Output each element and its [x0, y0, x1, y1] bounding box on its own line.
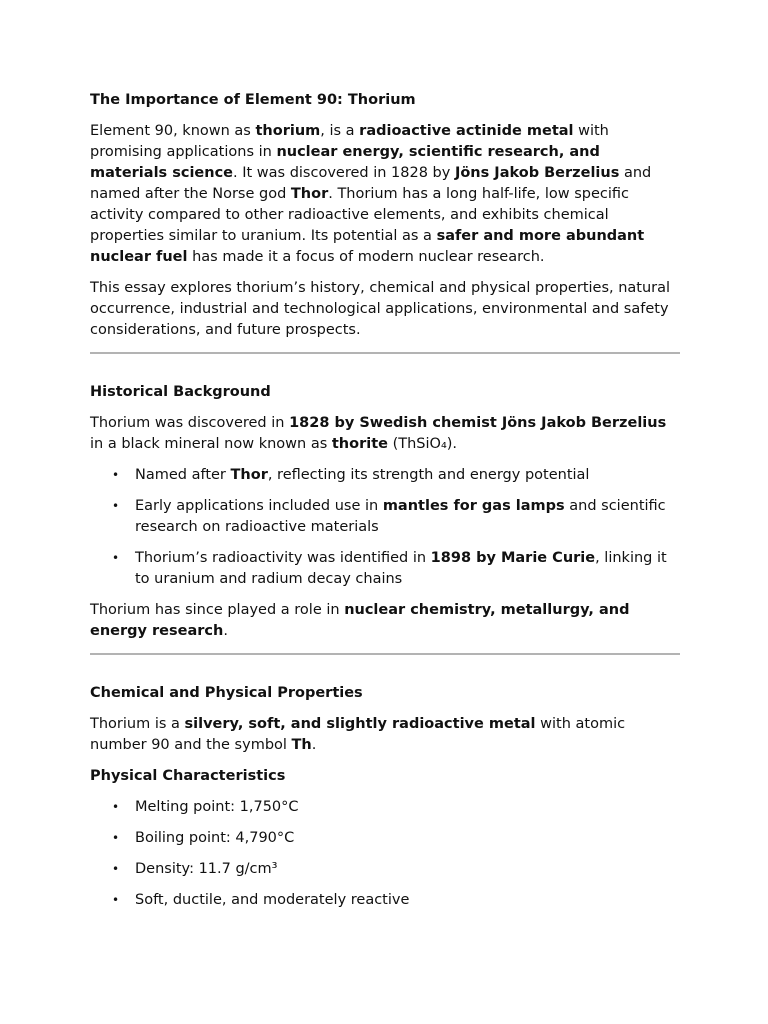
history-paragraph-2: Thorium has since played a role in nuclear chemistry, metallurgy, and energy research.	[90, 602, 630, 639]
properties-paragraph-1: Thorium is a silvery, soft, and slightly radioactive metal with atomic number 90 and the symbol Th.	[90, 716, 626, 753]
bold-text: silvery, soft, and slightly radioactive metal	[184, 716, 536, 732]
document-title: The Importance of Element 90: Thorium	[90, 92, 416, 108]
bold-text: thorium	[255, 123, 321, 139]
physical-characteristics-list	[90, 797, 680, 911]
bullet-icon: •	[112, 862, 120, 876]
section-divider-1	[90, 352, 680, 354]
bold-text: nuclear energy, scientific research, and materials science	[90, 144, 600, 181]
list-item	[90, 828, 680, 849]
intro-paragraph-1: Element 90, known as thorium, is a radioactive actinide metal with promising applications in nuclear energy, scientific research, and materials science. It was discovered in 1828 by Jöns Jakob Berzelius and named after the Norse god Thor. Thorium has a long half-life, low specific activity compared to other radioactive elements, and exhibits chemical properties similar to uranium. Its potential as a safer and more abundant nuclear fuel has made it a focus of modern nuclear research.	[90, 123, 652, 265]
list-item	[90, 890, 680, 911]
list-item-text: Boiling point: 4,790°C	[135, 830, 295, 846]
bullet-icon: •	[112, 551, 120, 565]
list-item	[90, 496, 680, 538]
list-item-text: Named after Thor, reflecting its strength and energy potential	[135, 467, 590, 483]
intro-paragraph-2: This essay explores thorium’s history, chemical and physical properties, natural occurrence, industrial and technological applications, environmental and safety considerations, and future prospects.	[90, 280, 671, 338]
bold-text: thorite	[331, 436, 388, 452]
section-divider-2	[90, 653, 680, 655]
bold-text: Jöns Jakob Berzelius	[454, 165, 620, 181]
bold-text: nuclear chemistry, metallurgy, and energy research	[90, 602, 630, 639]
list-item-text: Melting point: 1,750°C	[135, 799, 299, 815]
bullet-icon: •	[112, 800, 120, 814]
list-item	[90, 465, 680, 486]
bold-text: Th	[291, 737, 312, 753]
list-item	[90, 548, 680, 590]
properties-heading: Chemical and Physical Properties	[90, 685, 363, 701]
bullet-icon: •	[112, 893, 120, 907]
history-paragraph-1: Thorium was discovered in 1828 by Swedish chemist Jöns Jakob Berzelius in a black mineral now known as thorite (ThSiO₄).	[90, 415, 667, 452]
document-page	[90, 90, 680, 911]
bullet-icon: •	[112, 468, 120, 482]
bold-text: radioactive actinide metal	[359, 123, 574, 139]
physical-characteristics-heading: Physical Characteristics	[90, 768, 286, 784]
bullet-icon: •	[112, 831, 120, 845]
history-heading: Historical Background	[90, 384, 271, 400]
list-item	[90, 797, 680, 818]
bold-text: Thor	[290, 186, 329, 202]
list-item-text: Thorium’s radioactivity was identified in 1898 by Marie Curie, linking it to uranium and radium decay chains	[135, 550, 667, 587]
list-item-text: Density: 11.7 g/cm³	[135, 861, 278, 877]
list-item-text: Soft, ductile, and moderately reactive	[135, 892, 410, 908]
list-item-text: Early applications included use in mantles for gas lamps and scientific research on radioactive materials	[135, 498, 666, 535]
history-bullet-list	[90, 465, 680, 590]
bold-text: Thor	[230, 467, 268, 483]
bullet-icon: •	[112, 499, 120, 513]
list-item	[90, 859, 680, 880]
bold-text: mantles for gas lamps	[382, 498, 565, 514]
bold-text: 1898 by Marie Curie	[430, 550, 596, 566]
bold-text: 1828 by Swedish chemist Jöns Jakob Berzelius	[289, 415, 667, 431]
bold-text: safer and more abundant nuclear fuel	[90, 228, 645, 265]
